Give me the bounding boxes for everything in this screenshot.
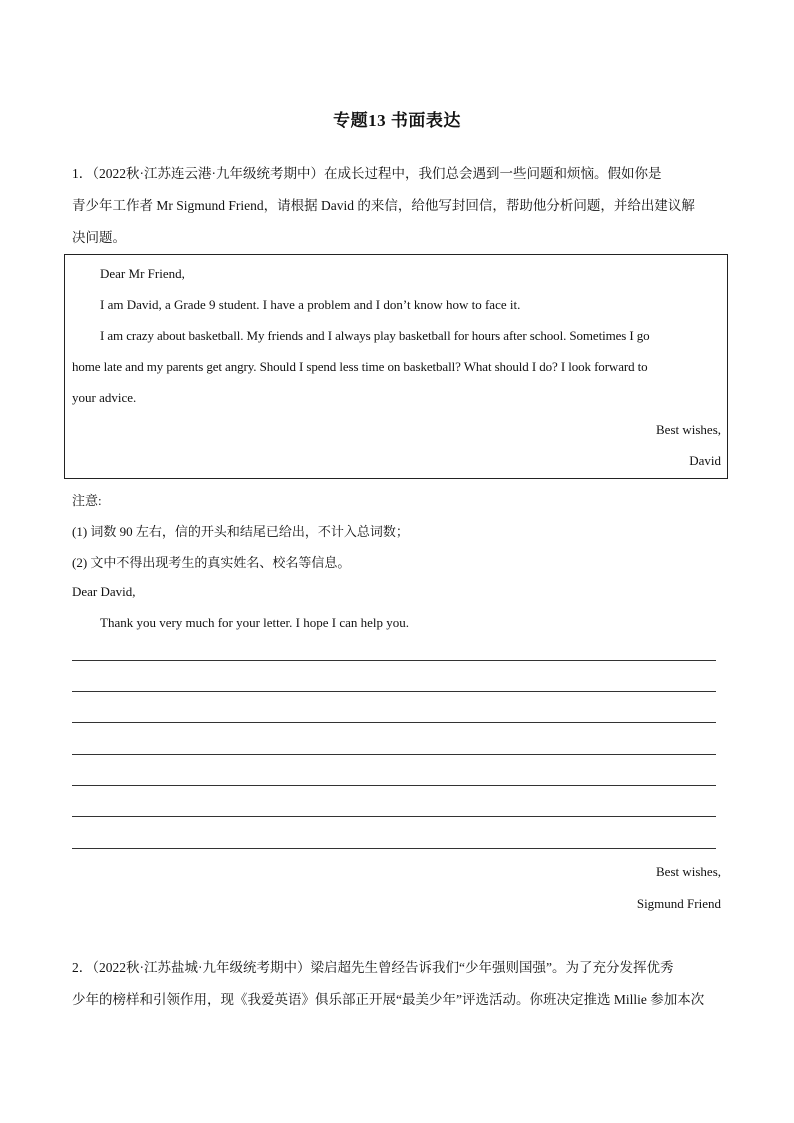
page-title: 专题13 书面表达 <box>333 111 461 130</box>
question-2-text-line-2: 少年的榜样和引领作用，现《我爱英语》俱乐部正开展“最美少年”评选活动。你班决定推选 Millie 参加本次 <box>72 992 705 1007</box>
letter-closing: Best wishes, <box>656 422 721 437</box>
reply-closing: Best wishes, <box>656 864 721 879</box>
answer-line <box>72 691 716 692</box>
answer-line <box>72 785 716 786</box>
question-2-text-line-1: 2．（2022秋·江苏盐城·九年级统考期中）梁启超先生曾经告诉我们“少年强则国强”。为了充分发挥优秀 <box>72 960 674 975</box>
letter-paragraph-2-line-2: home late and my parents get angry. Should I spend less time on basketball? What should I do? I look forward to <box>72 359 648 374</box>
question-1-text-line-2: 青少年工作者 Mr Sigmund Friend，请根据 David 的来信，给他写封回信，帮助他分析问题，并给出建议解 <box>72 198 695 213</box>
letter-paragraph-2-line-3: your advice. <box>72 390 137 405</box>
answer-line <box>72 848 716 849</box>
reply-opening: Thank you very much for your letter. I hope I can help you. <box>100 615 410 630</box>
notes-heading: 注意: <box>72 493 102 508</box>
reply-greeting: Dear David, <box>72 584 136 599</box>
question-1-text-line-3: 决问题。 <box>72 230 126 245</box>
question-1-text-line-1: 1．（2022秋·江苏连云港·九年级统考期中）在成长过程中，我们总会遇到一些问题和烦恼。假如你是 <box>72 166 662 181</box>
reply-signature: Sigmund Friend <box>636 896 721 911</box>
letter-greeting: Dear Mr Friend, <box>100 266 185 281</box>
notes-item-1: (1) 词数 90 左右，信的开头和结尾已给出，不计入总词数； <box>72 524 409 539</box>
answer-line <box>72 722 716 723</box>
answer-line <box>72 754 716 755</box>
letter-signature: David <box>689 453 721 468</box>
answer-line <box>72 816 716 817</box>
letter-paragraph-1: I am David, a Grade 9 student. I have a problem and I don’t know how to face it. <box>100 297 521 312</box>
notes-item-2: (2) 文中不得出现考生的真实姓名、校名等信息。 <box>72 555 351 570</box>
answer-line <box>72 660 716 661</box>
letter-paragraph-2-line-1: I am crazy about basketball. My friends and I always play basketball for hours after school. Sometimes I go <box>100 328 650 343</box>
